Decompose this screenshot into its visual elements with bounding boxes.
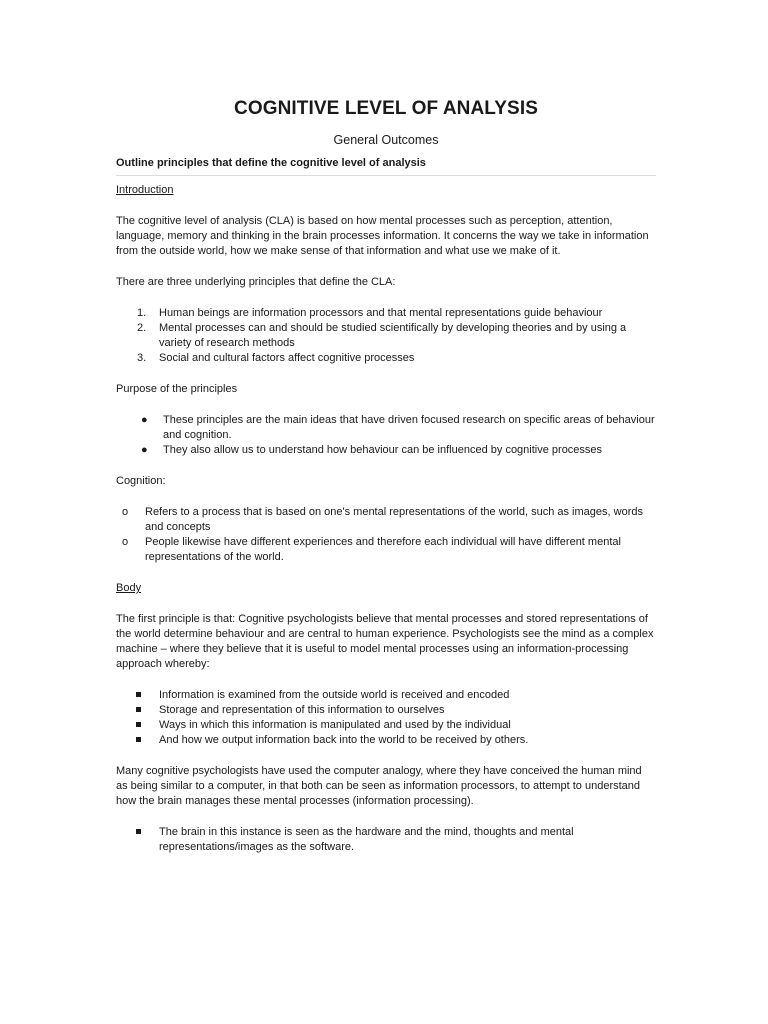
- list-item: [116, 688, 656, 703]
- body-paragraph-1: The first principle is that: Cognitive psychologists believe that mental processes and stored representations of the world determine behaviour and are central to human experience. Psychologists see the mind as a complex machine – where they believe that it is useful to model mental processes using an information-processing approach whereby:: [116, 613, 654, 670]
- list-item-text: They also allow us to understand how behaviour can be influenced by cognitive processes: [163, 444, 603, 456]
- intro-paragraph: The cognitive level of analysis (CLA) is based on how mental processes such as perception, attention, language, memory and thinking in the brain processes information. It concerns the way we take in information from the outside world, how we make sense of that information and what use we make of it.: [116, 215, 649, 257]
- list-number: 2.: [137, 322, 147, 334]
- principles-intro: There are three underlying principles that define the CLA:: [116, 276, 396, 288]
- square-bullet-icon: [136, 722, 141, 727]
- cognition-heading: Cognition:: [116, 475, 166, 487]
- document-title: COGNITIVE LEVEL OF ANALYSIS: [234, 98, 538, 119]
- list-item-text: The brain in this instance is seen as the hardware and the mind, thoughts and mental representations/images as the software.: [159, 826, 574, 853]
- list-item: [116, 733, 656, 748]
- list-item: [116, 413, 656, 443]
- purpose-heading: Purpose of the principles: [116, 383, 238, 395]
- introduction-heading: Introduction: [116, 184, 174, 196]
- bullet-icon: ●: [141, 414, 148, 426]
- list-item: [116, 505, 656, 535]
- list-item-text: Human beings are information processors and that mental representations guide behaviour: [159, 307, 603, 319]
- square-bullet-icon: [136, 707, 141, 712]
- list-item: [116, 825, 656, 855]
- list-item-text: These principles are the main ideas that have driven focused research on specific areas of behaviour and cognition.: [163, 414, 655, 441]
- list-item: [116, 703, 656, 718]
- square-bullet-icon: [136, 692, 141, 697]
- square-bullet-icon: [136, 737, 141, 742]
- circle-bullet-icon: o: [122, 506, 129, 518]
- body-heading: Body: [116, 582, 142, 594]
- list-item-text: Information is examined from the outside world is received and encoded: [159, 689, 510, 701]
- list-item-text: And how we output information back into the world to be received by others.: [159, 734, 529, 746]
- outline-heading: Outline principles that define the cognitive level of analysis: [116, 156, 656, 176]
- purpose-list: [116, 413, 656, 458]
- document-content: [116, 97, 656, 855]
- bullet-icon: ●: [141, 444, 148, 456]
- list-number: 3.: [137, 352, 147, 364]
- body-paragraph-2: Many cognitive psychologists have used the computer analogy, where they have conceived the human mind as being similar to a computer, in that both can be seen as information processors, to attempt to understand how the brain manages these mental processes (information processing).: [116, 765, 642, 807]
- list-number: 1.: [137, 307, 147, 319]
- list-item-text: Storage and representation of this information to ourselves: [159, 704, 445, 716]
- principles-list: [116, 306, 656, 366]
- processing-list: [116, 688, 656, 748]
- list-item: [116, 443, 656, 458]
- list-item: [116, 351, 656, 366]
- circle-bullet-icon: o: [122, 536, 129, 548]
- list-item: [116, 718, 656, 733]
- list-item: [116, 321, 656, 351]
- square-bullet-icon: [136, 829, 141, 834]
- list-item-text: Ways in which this information is manipulated and used by the individual: [159, 719, 511, 731]
- cognition-list: [116, 505, 656, 565]
- list-item-text: Refers to a process that is based on one's mental representations of the world, such as images, words and concepts: [145, 506, 643, 533]
- analogy-list: [116, 825, 656, 855]
- document-subtitle: General Outcomes: [333, 133, 439, 147]
- list-item-text: People likewise have different experiences and therefore each individual will have different mental representations of the world.: [145, 536, 621, 563]
- list-item-text: Mental processes can and should be studied scientifically by developing theories and by using a variety of research methods: [159, 322, 627, 349]
- list-item: [116, 306, 656, 321]
- list-item: [116, 535, 656, 565]
- list-item-text: Social and cultural factors affect cognitive processes: [159, 352, 415, 364]
